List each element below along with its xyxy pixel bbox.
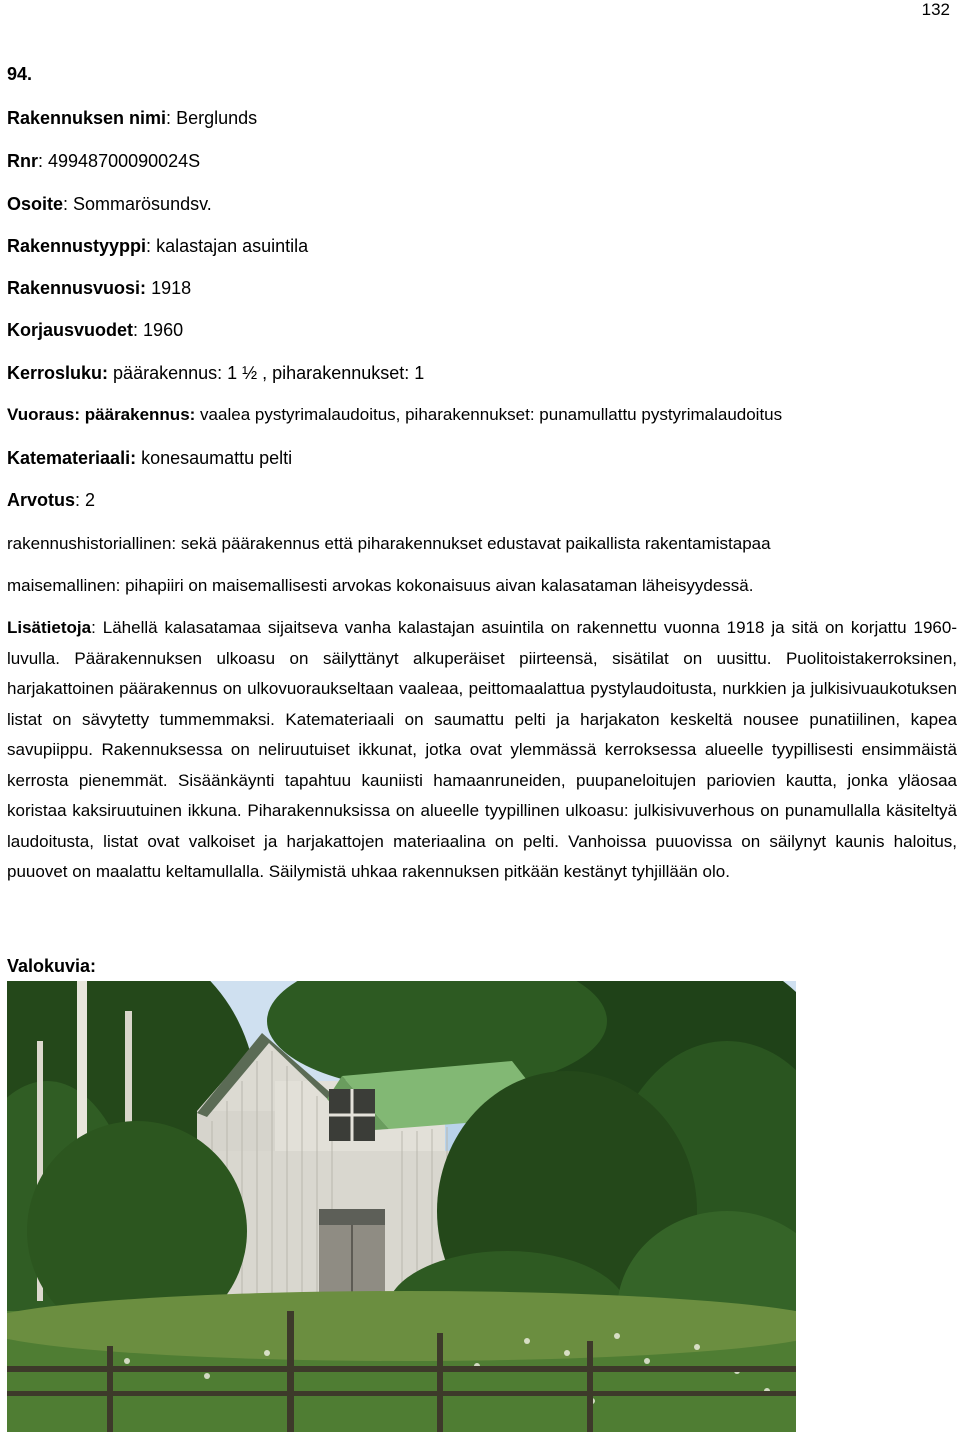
building-name-label: Rakennuksen nimi [7, 108, 167, 128]
rating-sep: : [75, 490, 86, 510]
rnr-sep: : [38, 151, 49, 171]
repair-years-row [7, 320, 183, 341]
repair-years-label: Korjausvuodet [7, 320, 134, 340]
building-type-sep: : [146, 236, 157, 256]
building-photo-illustration [7, 981, 796, 1432]
address-value: Sommarösundsv. [73, 194, 212, 214]
rating-row [7, 490, 95, 511]
roof-material-value: konesaumattu pelti [141, 448, 293, 468]
building-name-row [7, 108, 257, 129]
additional-info-text: Lähellä kalasatamaa sijaitseva vanha kalastajan asuintila on rakennettu vuonna 1918 ja sitä on korjattu 1960-luvulla. Päärakennuksen ulkoasu on säilyttänyt alkuperäiset piirteensä, sisätilat on uusittu. Puolitoistakerroksinen, harjakattoinen päärakennus on ulkovuoraukseltaan vaaleaa, peittomaalattua pystylaudoitusta, nurkkien ja julkisivuaukotuksen listat on sävytetty tummemmaksi. Katemateriaali on saumattu pelti ja harjakaton keskeltä nousee punatiilinen, kapea savupiippu. Rakennuksessa on neliruutuiset ikkunat, jotka ovat ylemmässä kerroksessa alueelle tyypillisesti ensimmäistä kerrosta pienemmät. Sisäänkäynti tapahtuu kauniisti hamaanruneiden, puupaneloitujen pariovien kautta, jonka yläosaa koristaa kaksiruutuinen ikkuna. Piharakennuksissa on alueelle tyypillinen ulkoasu: julkisivuverhous on punamullalla käsiteltyä laudoitusta, listat ovat valkoiset ja harjakattojen materiaalina on pelti. Vanhoissa puuovissa on säilynyt kaunis haloitus, puuovet on maalattu keltamullalla. Säilymistä uhkaa rakennuksen pitkään kestänyt tyhjillään olo. [7, 618, 957, 881]
year-built-value: 1918 [151, 278, 192, 298]
building-name-sep: : [166, 108, 177, 128]
roof-material-row [7, 448, 292, 469]
building-photo [7, 981, 796, 1432]
landscape-value-text: maisemallinen: pihapiiri on maisemallisesti arvokas kokonaisuus aivan kalasataman läheisyydessä. [7, 576, 754, 595]
additional-info-paragraph [7, 613, 957, 888]
photos-heading: Valokuvia: [7, 956, 97, 976]
rating-label: Arvotus [7, 490, 76, 510]
roof-material-label: Katemateriaali: [7, 448, 137, 468]
building-type-label: Rakennustyyppi [7, 236, 147, 256]
additional-info-label: Lisätietoja [7, 618, 92, 637]
building-type-value: kalastajan asuintila [156, 236, 309, 256]
rnr-value: 49948700090024S [48, 151, 201, 171]
year-built-label: Rakennusvuosi: [7, 278, 147, 298]
year-built-row [7, 278, 191, 299]
additional-info-sep: : [91, 618, 103, 637]
floors-value: päärakennus: 1 ½ , piharakennukset: 1 [113, 363, 425, 383]
floors-label: Kerrosluku: [7, 363, 109, 383]
cladding-value: vaalea pystyrimalaudoitus, piharakennukset: punamullattu pystyrimalaudoitus [200, 405, 783, 424]
cladding-row [7, 405, 782, 425]
rating-value: 2 [85, 490, 96, 510]
cladding-label: Vuoraus: päärakennus: [7, 405, 196, 424]
rnr-label: Rnr [7, 151, 38, 171]
address-sep: : [63, 194, 74, 214]
page-number: 132 [921, 0, 950, 19]
address-row [7, 194, 212, 215]
building-name-value: Berglunds [176, 108, 258, 128]
building-type-row [7, 236, 308, 257]
historical-value-text: rakennushistoriallinen: sekä päärakennus että piharakennukset edustavat paikallista rakentamistapaa [7, 534, 771, 553]
repair-years-value: 1960 [143, 320, 184, 340]
rnr-row [7, 151, 200, 172]
floors-row [7, 363, 424, 384]
repair-years-sep: : [133, 320, 144, 340]
address-label: Osoite [7, 194, 64, 214]
entry-number: 94. [7, 64, 33, 84]
